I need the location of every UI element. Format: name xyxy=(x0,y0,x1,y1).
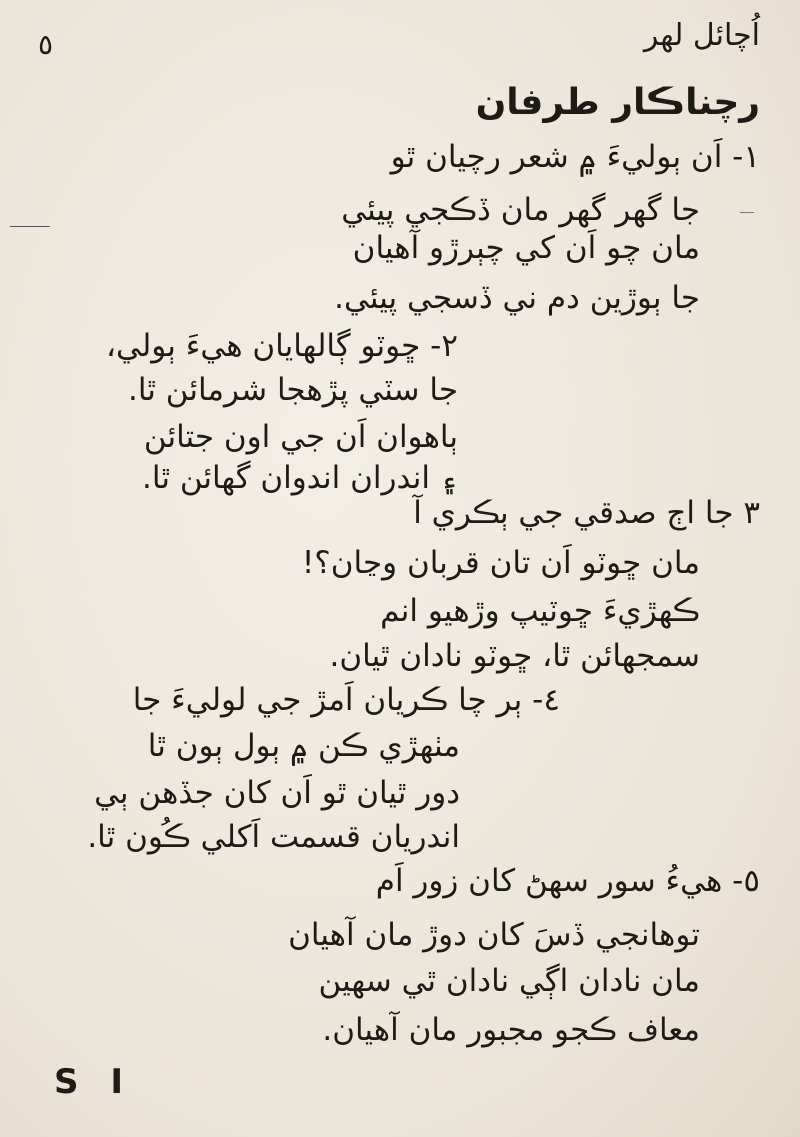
section-title: رچناڪار طرفان xyxy=(475,82,760,123)
poem-1-line-4: جا ٻوڙين دم ني ڏسجي پيئي. xyxy=(334,280,700,316)
poem-2-line-3: ٻاهوان اَن جي اون جتائن xyxy=(143,419,458,455)
poem-3-line-3: ڪهڙيءَ ڇوٽيپ وڙهيو انم xyxy=(380,593,700,629)
margin-mark xyxy=(10,226,50,227)
poem-3-line-2: مان ڇوٽو اَن تان قربان وڃان؟! xyxy=(301,545,700,581)
running-header: اُچائل لهر xyxy=(643,18,760,53)
poem-5-line-3: مان نادان اڳي نادان ٿي سهين xyxy=(318,963,700,999)
poem-1-line-2: جا گهر گهر مان ڏڪجي پيئي xyxy=(341,192,700,228)
poem-2-line-1: ٢- ڇوٽو ڳالهايان هيءَ ٻولي، xyxy=(106,328,458,364)
poem-4-line-4: اندريان قسمت اَکلي ڪُون ٿا. xyxy=(87,819,460,855)
margin-tick xyxy=(740,212,754,213)
poem-5-line-4: معاف ڪجو مجبور مان آهيان. xyxy=(322,1012,700,1048)
poem-4-line-2: مٺهڙي ڪن ۾ ٻول ٻون ٿا xyxy=(147,728,460,764)
poem-1-line-1: ١- اَن ٻوليءَ ۾ شعر رچيان ٿو xyxy=(390,139,760,175)
poem-3-line-1: ٣ جا اڄ صدقي جي ٻڪري آ xyxy=(413,495,760,531)
poem-1-line-3: مان چو اَن کي چٻرڙو آهيان xyxy=(352,230,700,266)
poem-3-line-4: سمجهائن ٿا، ڇوٽو نادان ٿيان. xyxy=(329,638,700,674)
poem-5-line-2: توهانجي ڏسَ کان دوڙ مان آهيان xyxy=(288,917,700,953)
poem-5-line-1: ٥- هيءُ سور سهڻ کان زور اَم xyxy=(375,863,760,899)
page-number: ٥ xyxy=(38,28,54,61)
poem-4-line-3: دور ٿيان ٿو اَن کان جڏهن ٻي xyxy=(94,775,460,811)
poem-2-line-4: ۽ اندران اندوان گهائن ٿا. xyxy=(142,460,458,496)
footer-signature: S I xyxy=(54,1062,133,1102)
poem-4-line-1: ٤- ٻر چا ڪريان اَمڙ جي لوليءَ جا xyxy=(132,682,560,718)
poem-2-line-2: جا سٽي پڙهجا شرمائن ٿا. xyxy=(127,372,458,408)
